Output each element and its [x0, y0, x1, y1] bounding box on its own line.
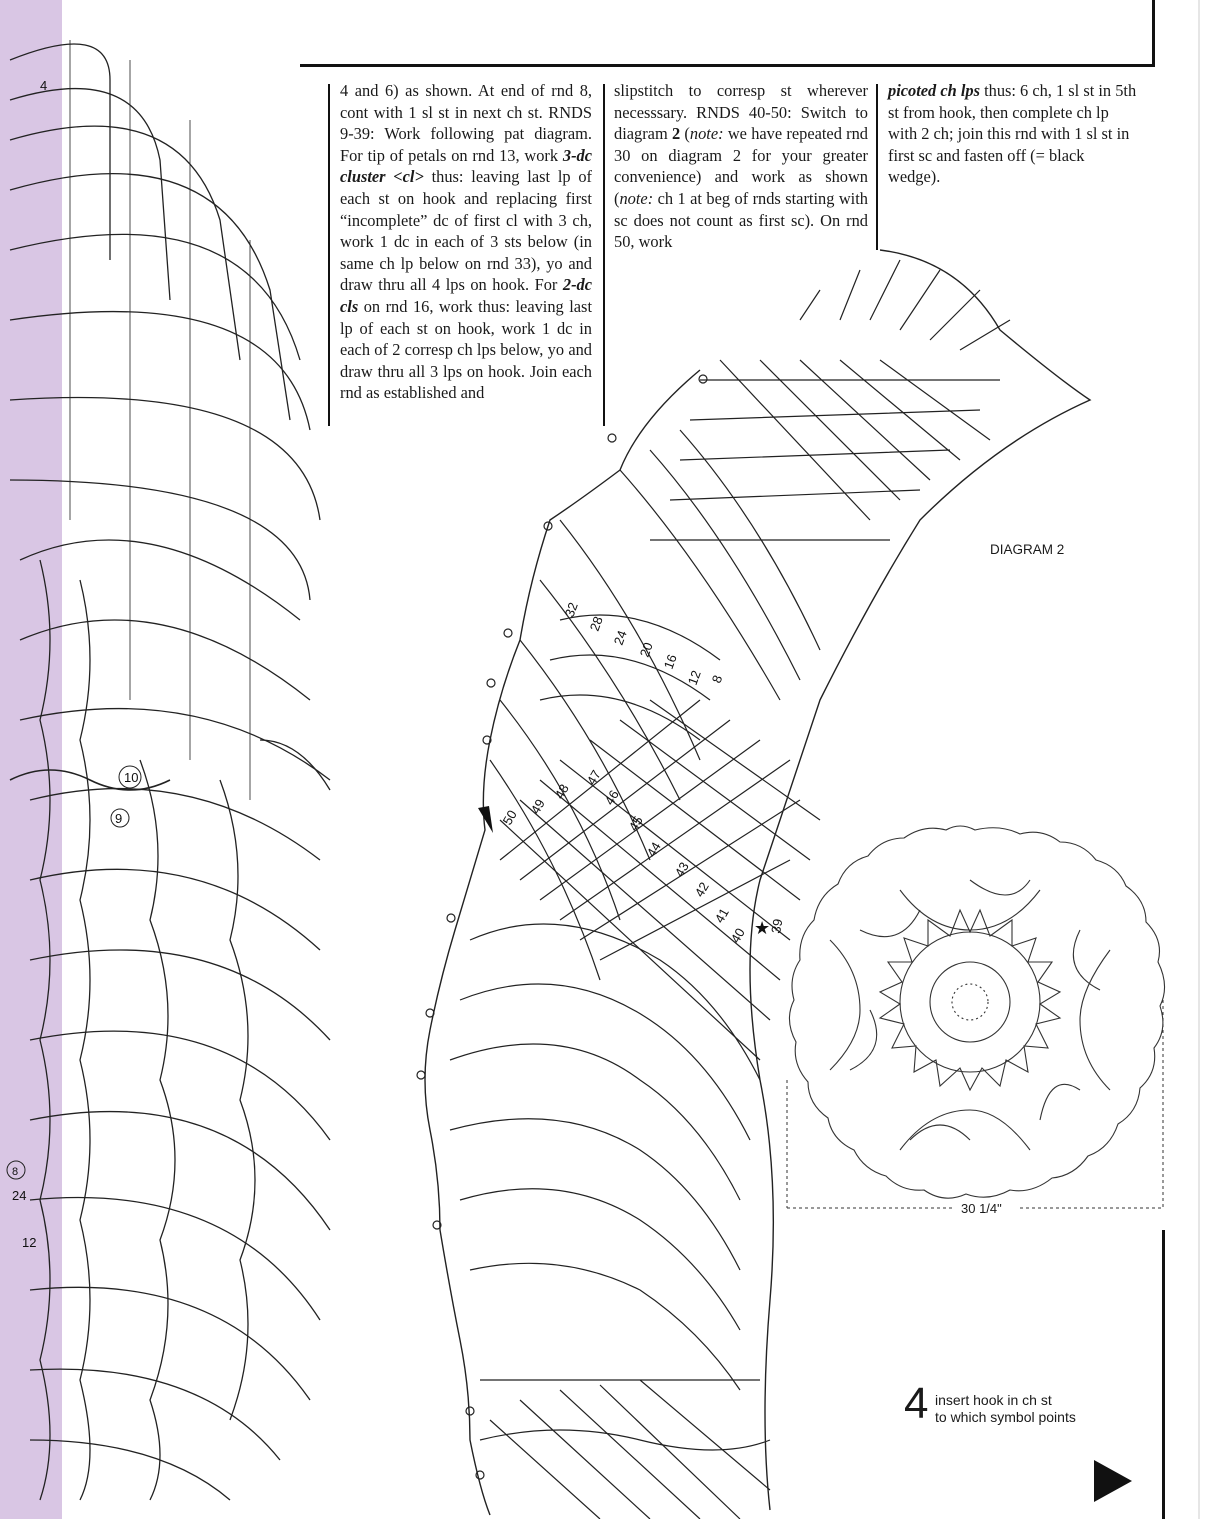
round-number: 32 [561, 600, 581, 620]
round-number: 20 [636, 640, 656, 660]
round-number: 48 [551, 781, 572, 802]
finished-doily-illustration [780, 820, 1170, 1240]
legend-description: insert hook in ch st to which symbol points [935, 1392, 1076, 1425]
instructions-column-1: 4 and 6) as shown. At end of rnd 8, cont with 1 sl st in next ch st. RNDS 9-39: Work following pat diagram. For tip of petals on rnd 13, work 3-dc cluster <cl> thus: leaving last lp of each st on hook and replacing first “incomplete” dc of first cl with 3 ch, work 1 dc in each of 3 sts below (in same ch lp below on rnd 33), yo and draw thru all 4 lps on hook. For 2-dc cls on rnd 16, work thus: leaving last lp of each st on hook, work 1 dc in each of 2 corresp ch lps below, yo and draw thru all 3 lps on hook. Join each rnd as established and [340, 81, 592, 403]
round-number: 46 [601, 787, 622, 808]
round-number: 39 [768, 917, 786, 935]
round-number: 24 [610, 628, 630, 648]
chart-round-label: 12 [22, 1235, 37, 1250]
chart-round-label: 9 [115, 811, 123, 826]
instructions-column-2: slipstitch to corresp st wherever necesssary. RNDS 40-50: Switch to diagram 2 (note: we have repeated rnd 30 on diagram 2 for your greater convenience) and work as shown (note: ch 1 at beg of rnds starting with sc does not count as first sc). On rnd 50, work [614, 81, 868, 252]
round-number: 28 [586, 614, 606, 634]
round-number: 49 [527, 796, 548, 817]
star-marker: ★ [754, 918, 771, 938]
round-number: 44 [643, 839, 664, 860]
chart-round-label: 8 [12, 1166, 19, 1178]
round-number: 43 [671, 859, 692, 880]
round-number: 12 [684, 668, 704, 688]
diagram-2-label: DIAGRAM 2 [990, 542, 1065, 557]
instructions-column-3: picoted ch lps thus: 6 ch, 1 sl st in 5th st from hook, then complete ch lp with 2 ch; join this rnd with 1 sl st in first sc and fasten off (= black wedge). [888, 81, 1137, 187]
round-number: 47 [583, 767, 604, 788]
chart-round-label: 4 [40, 78, 48, 93]
round-number: 50 [499, 807, 520, 828]
hook-symbol-icon: 4 [904, 1379, 929, 1428]
round-number: 42 [691, 879, 712, 900]
round-number: 45 [625, 813, 646, 834]
chart-round-label: 24 [12, 1188, 27, 1203]
round-number: 8 [708, 673, 726, 686]
diameter-dimension: 30 1/4" [961, 1201, 1002, 1216]
round-number: 16 [660, 652, 680, 672]
round-number: 41 [711, 905, 732, 926]
next-page-arrow-icon[interactable] [1094, 1460, 1132, 1502]
chart-round-label: 10 [124, 770, 139, 785]
round-number: 40 [727, 925, 748, 946]
